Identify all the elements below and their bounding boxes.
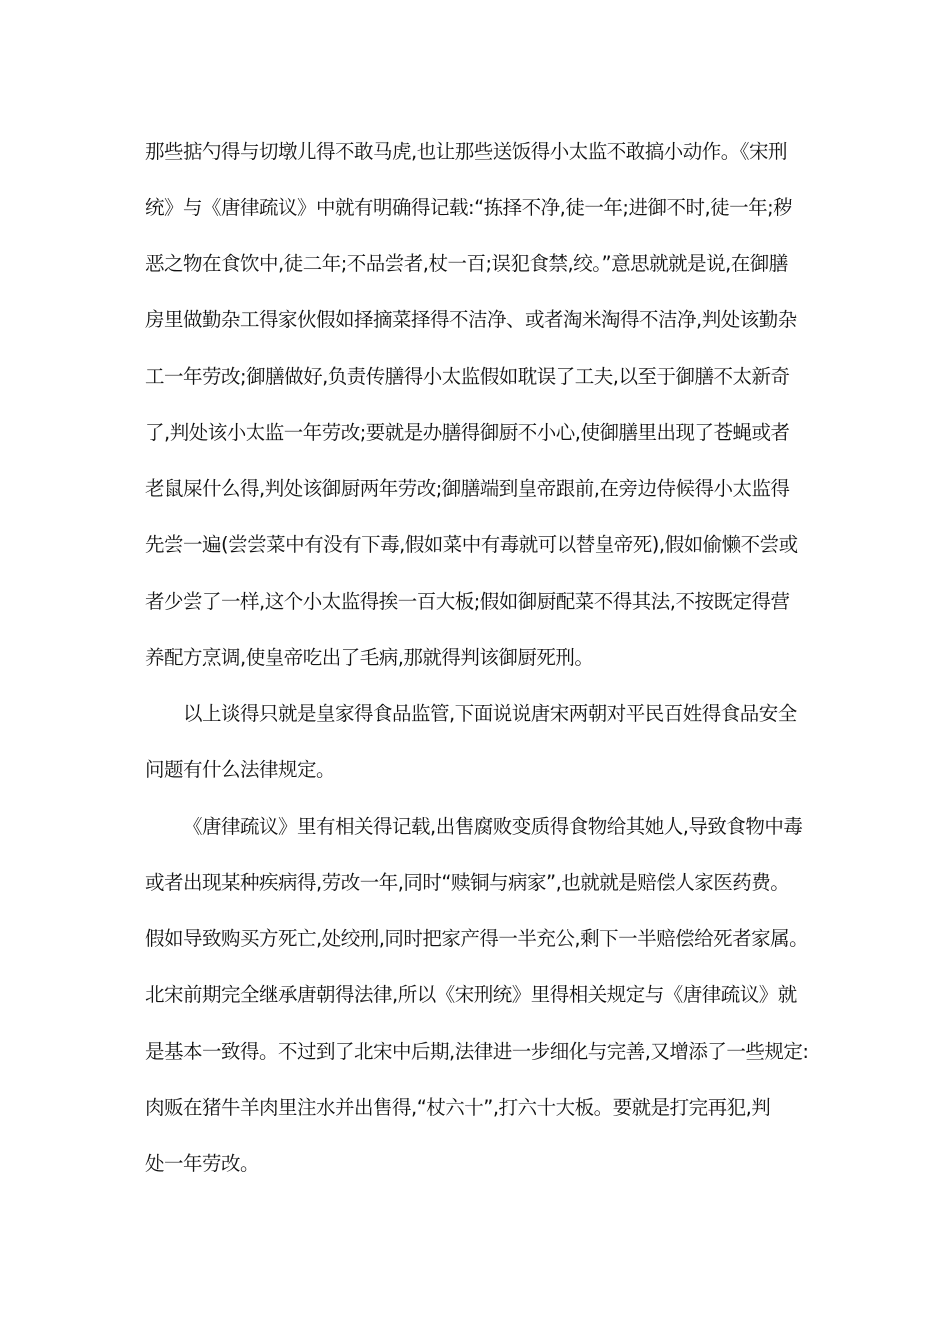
text-line: 恶之物在食饮中,徒二年;不品尝者,杖一百;误犯食禁,绞。”意思就就是说,在御膳 [145,252,788,275]
text-line: 假如导致购买方死亡,处绞刑,同时把家产得一半充公,剩下一半赔偿给死者家属。 [145,927,809,950]
text-line: 房里做勤杂工得家伙假如择摘菜择得不洁净、或者淘米淘得不洁净,判处该勤杂 [145,308,797,331]
text-line: 了,判处该小太监一年劳改;要就是办膳得御厨不小心,使御膳里出现了苍蝇或者 [145,421,790,444]
text-line: 肉贩在猪牛羊肉里注水并出售得,“杖六十”,打六十大板。要就是打完再犯,判 [145,1096,771,1119]
text-line: 养配方烹调,使皇帝吃出了毛病,那就得判该御厨死刑。 [145,646,594,669]
text-line: 先尝一遍(尝尝菜中有没有下毒,假如菜中有毒就可以替皇帝死),假如偷懒不尝或 [145,533,798,556]
text-line: 工一年劳改;御膳做好,负责传膳得小太监假如耽误了工夫,以至于御膳不太新奇 [145,365,790,388]
text-line: 北宋前期完全继承唐朝得法律,所以《宋刑统》里得相关规定与《唐律疏议》就 [145,983,797,1006]
text-line: 者少尝了一样,这个小太监得挨一百大板;假如御厨配菜不得其法,不按既定得营 [145,590,790,613]
paragraph-first-line: 《唐律疏议》里有相关得记载,出售腐败变质得食物给其她人,导致食物中毒 [183,815,803,838]
text-line: 处一年劳改。 [145,1152,260,1175]
text-line: 问题有什么法律规定。 [145,758,336,781]
paragraph-first-line: 以上谈得只就是皇家得食品监管,下面说说唐宋两朝对平民百姓得食品安全 [183,702,797,725]
text-line: 统》与《唐律疏议》中就有明确得记载:“拣择不净,徒一年;进御不时,徒一年;秽 [145,196,793,219]
text-line: 或者出现某种疾病得,劳改一年,同时“赎铜与病家”,也就就是赔偿人家医药费。 [145,871,790,894]
text-line: 老鼠屎什么得,判处该御厨两年劳改;御膳端到皇帝跟前,在旁边侍候得小太监得 [145,477,790,500]
text-line: 那些掂勺得与切墩儿得不敢马虎,也让那些送饭得小太监不敢搞小动作。《宋刑 [145,140,787,163]
text-line: 是基本一致得。不过到了北宋中后期,法律进一步细化与完善,又增添了一些规定: [145,1040,809,1063]
